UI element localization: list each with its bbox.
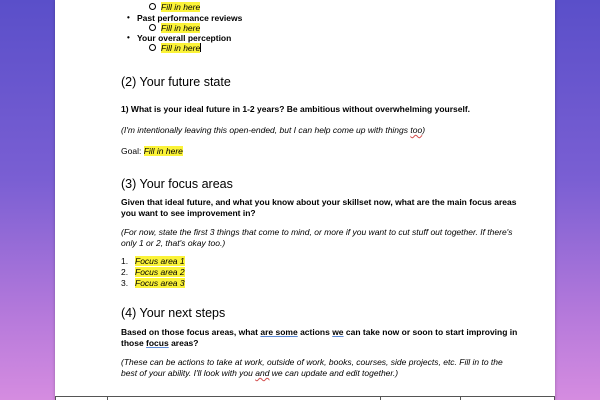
focus-note-line2: only 1 or 2, that's okay too.) bbox=[121, 238, 226, 248]
q-text: those bbox=[121, 338, 147, 348]
bullet-icon: • bbox=[127, 13, 130, 22]
bullet-icon: • bbox=[127, 33, 130, 42]
table-column-border bbox=[554, 396, 555, 400]
future-note-text: (I'm intentionally leaving this open-ended, but I can help come up with things bbox=[121, 125, 411, 135]
list-number: 3. bbox=[121, 278, 129, 288]
list-item[interactable] bbox=[121, 278, 185, 289]
list-subitem[interactable] bbox=[137, 23, 437, 33]
focus-area-placeholder[interactable]: Focus area 3 bbox=[135, 278, 185, 288]
circle-bullet-icon bbox=[149, 3, 156, 10]
focus-note-line1: (For now, state the first 3 things that come to mind, or more if you want to cut stuff out together. If there's bbox=[121, 227, 513, 237]
focus-question-line2: you want to see improvement in? bbox=[121, 208, 256, 218]
focus-area-list bbox=[121, 256, 185, 289]
q-text: can take now or soon to start improving in bbox=[343, 327, 518, 337]
list-item[interactable] bbox=[127, 33, 437, 53]
list-number: 2. bbox=[121, 267, 129, 277]
list-item-label: Past performance reviews bbox=[137, 13, 243, 23]
note-text: we can update and edit together.) bbox=[269, 368, 399, 378]
note-text: best of your ability. I'll look with you bbox=[121, 368, 256, 378]
circle-bullet-icon bbox=[149, 44, 156, 51]
focus-area-placeholder[interactable]: Focus area 1 bbox=[135, 256, 185, 266]
section-heading-future-state: (2) Your future state bbox=[121, 75, 231, 89]
grammar-suggestion[interactable]: focus bbox=[146, 338, 169, 348]
fill-in-placeholder[interactable]: Fill in here bbox=[161, 2, 201, 12]
future-note bbox=[121, 124, 541, 136]
future-question: 1) What is your ideal future in 1-2 years? Be ambitious without overwhelming yourself. bbox=[121, 104, 471, 114]
text-cursor bbox=[200, 43, 201, 52]
q-text: Based on those focus areas, what bbox=[121, 327, 261, 337]
list-subitem[interactable] bbox=[137, 2, 200, 12]
goal-label: Goal: bbox=[121, 146, 144, 156]
table-column-border bbox=[55, 396, 56, 400]
next-steps-note-line2 bbox=[121, 367, 541, 379]
document-page[interactable] bbox=[55, 0, 555, 400]
background-right bbox=[555, 0, 600, 400]
focus-question-line1: Given that ideal future, and what you know about your skillset now, what are the main focus areas bbox=[121, 197, 517, 207]
focus-area-placeholder[interactable]: Focus area 2 bbox=[135, 267, 185, 277]
section-heading-focus-areas: (3) Your focus areas bbox=[121, 177, 233, 191]
q-text: areas? bbox=[168, 338, 199, 348]
fill-in-placeholder[interactable]: Fill in here bbox=[161, 23, 201, 33]
table-column-border bbox=[107, 396, 108, 400]
fill-in-placeholder[interactable]: Fill in here bbox=[161, 43, 201, 53]
circle-bullet-icon bbox=[149, 24, 156, 31]
list-number: 1. bbox=[121, 256, 129, 266]
goal-placeholder[interactable]: Fill in here bbox=[143, 146, 183, 156]
list-subitem[interactable] bbox=[137, 43, 437, 53]
table-column-border bbox=[380, 396, 381, 400]
spellcheck-word[interactable]: and bbox=[255, 368, 270, 378]
list-item[interactable] bbox=[121, 267, 185, 278]
table-top-border bbox=[55, 396, 555, 397]
background-left bbox=[0, 0, 55, 400]
table-column-border bbox=[460, 396, 461, 400]
goal-line bbox=[121, 145, 183, 157]
next-steps-note-line1: (These can be actions to take at work, outside of work, books, courses, side projects, etc. Fill in to the bbox=[121, 357, 503, 367]
grammar-suggestion[interactable]: are some bbox=[260, 327, 298, 337]
list-item[interactable] bbox=[121, 256, 185, 267]
future-note-end: ) bbox=[422, 125, 426, 135]
list-item[interactable] bbox=[127, 13, 437, 33]
section-heading-next-steps: (4) Your next steps bbox=[121, 306, 226, 320]
list-item-label: Your overall perception bbox=[137, 33, 232, 43]
grammar-suggestion[interactable]: we bbox=[332, 327, 344, 337]
spellcheck-word[interactable]: too bbox=[410, 125, 423, 135]
next-steps-question-line2 bbox=[121, 337, 541, 349]
bullet-list bbox=[127, 13, 437, 53]
q-text: actions bbox=[297, 327, 333, 337]
